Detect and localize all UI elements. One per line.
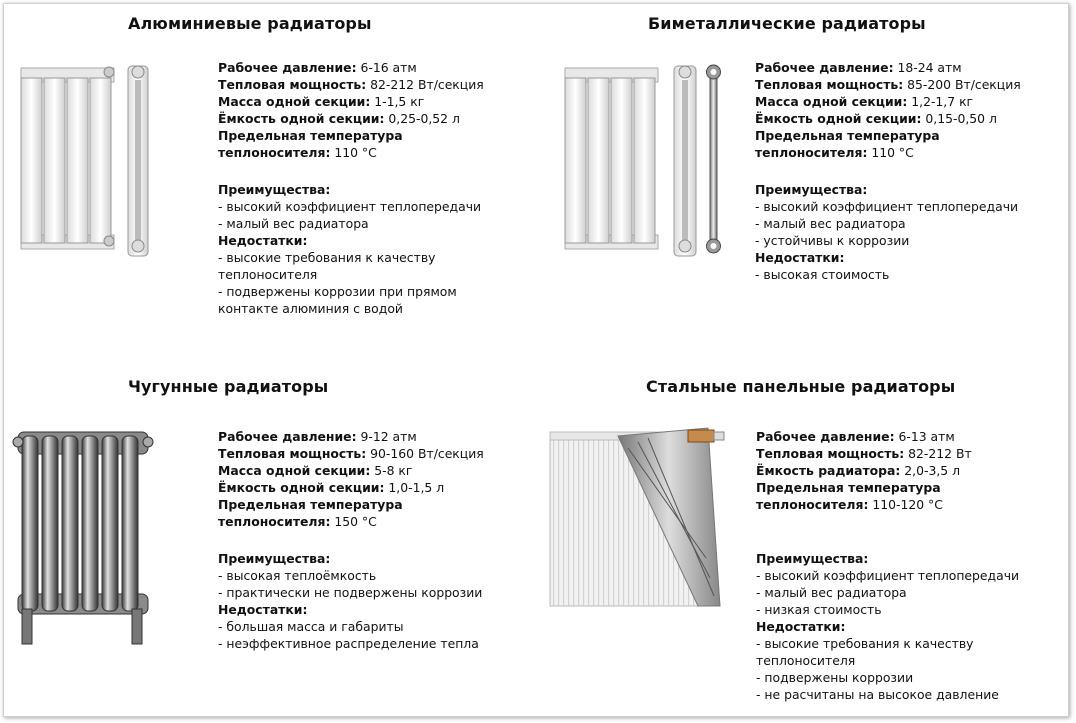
spec-row: Рабочее давление: 6-16 атм — [218, 60, 417, 75]
section-title-aluminum: Алюминиевые радиаторы — [128, 14, 372, 33]
spec-row: Масса одной секции: 1-1,5 кг — [218, 94, 425, 109]
cons-heading: Недостатки: — [756, 619, 846, 634]
spec-row: Предельная температура — [755, 128, 940, 143]
pros-item: - малый вес радиатора — [756, 585, 907, 600]
spec-row: Рабочее давление: 6-13 атм — [756, 429, 955, 444]
specs-aluminum — [218, 59, 484, 317]
pros-item: - высокий коэффициент теплопередачи — [218, 199, 482, 214]
spec-row: Масса одной секции: 1,2-1,7 кг — [755, 94, 974, 109]
specs-cast-iron — [218, 428, 484, 652]
steel-panel-radiator-image — [548, 418, 748, 613]
cons-item: - высокая стоимость — [755, 267, 890, 282]
cons-heading: Недостатки: — [218, 233, 308, 248]
section-title-steel-panel: Стальные панельные радиаторы — [646, 377, 956, 396]
spec-row: Предельная температура — [218, 497, 403, 512]
spec-row: Предельная температура — [218, 128, 403, 143]
cons-item: контакте алюминия с водой — [218, 301, 403, 316]
pros-item: - высокий коэффициент теплопередачи — [755, 199, 1019, 214]
spec-row: Ёмкость одной секции: 1,0-1,5 л — [218, 480, 445, 495]
spec-row: Рабочее давление: 18-24 атм — [755, 60, 962, 75]
spec-row: Рабочее давление: 9-12 атм — [218, 429, 417, 444]
spec-row: Ёмкость одной секции: 0,25-0,52 л — [218, 111, 460, 126]
spec-row: Тепловая мощность: 90-160 Вт/секция — [218, 446, 484, 461]
pros-heading: Преимущества: — [218, 551, 331, 566]
pros-item: - высокий коэффициент теплопередачи — [756, 568, 1020, 583]
pros-item: - практически не подвержены коррозии — [218, 585, 483, 600]
section-title-bimetallic: Биметаллические радиаторы — [648, 14, 926, 33]
aluminum-radiator-image — [16, 60, 166, 260]
cons-item: - неэффективное распределение тепла — [218, 636, 479, 651]
cons-item: - подвержены коррозии при прямом — [218, 284, 457, 299]
bimetallic-radiator-image — [560, 60, 740, 260]
cons-item: - высокие требования к качеству — [756, 636, 974, 651]
pros-heading: Преимущества: — [756, 551, 869, 566]
spec-row: Ёмкость радиатора: 2,0-3,5 л — [756, 463, 961, 478]
pros-item: - малый вес радиатора — [218, 216, 369, 231]
pros-heading: Преимущества: — [218, 182, 331, 197]
pros-item: - малый вес радиатора — [755, 216, 906, 231]
spec-row: теплоносителя: 110 °С — [218, 145, 377, 160]
cast-iron-radiator-image — [12, 424, 157, 649]
specs-steel-panel — [756, 428, 1019, 703]
spec-row: Предельная температура — [756, 480, 941, 495]
cons-item: теплоносителя — [218, 267, 318, 282]
pros-heading: Преимущества: — [755, 182, 868, 197]
spec-row: Ёмкость одной секции: 0,15-0,50 л — [755, 111, 997, 126]
pros-item: - низкая стоимость — [756, 602, 882, 617]
spec-row: Тепловая мощность: 82-212 Вт/секция — [218, 77, 484, 92]
cons-item: - не расчитаны на высокое давление — [756, 687, 999, 702]
cons-item: - высокие требования к качеству — [218, 250, 436, 265]
spec-row: Тепловая мощность: 85-200 Вт/секция — [755, 77, 1021, 92]
section-title-cast-iron: Чугунные радиаторы — [128, 377, 329, 396]
spec-row: Масса одной секции: 5-8 кг — [218, 463, 413, 478]
spec-row: теплоносителя: 110-120 °С — [756, 497, 943, 512]
specs-bimetallic — [755, 59, 1021, 283]
cons-item: - подвержены коррозии — [756, 670, 914, 685]
spec-row: теплоносителя: 150 °С — [218, 514, 377, 529]
spec-row: теплоносителя: 110 °С — [755, 145, 914, 160]
cons-heading: Недостатки: — [218, 602, 308, 617]
pros-item: - высокая теплоёмкость — [218, 568, 377, 583]
cons-item: теплоносителя — [756, 653, 856, 668]
cons-heading: Недостатки: — [755, 250, 845, 265]
cons-item: - большая масса и габариты — [218, 619, 404, 634]
spec-row: Тепловая мощность: 82-212 Вт — [756, 446, 972, 461]
pros-item: - устойчивы к коррозии — [755, 233, 910, 248]
